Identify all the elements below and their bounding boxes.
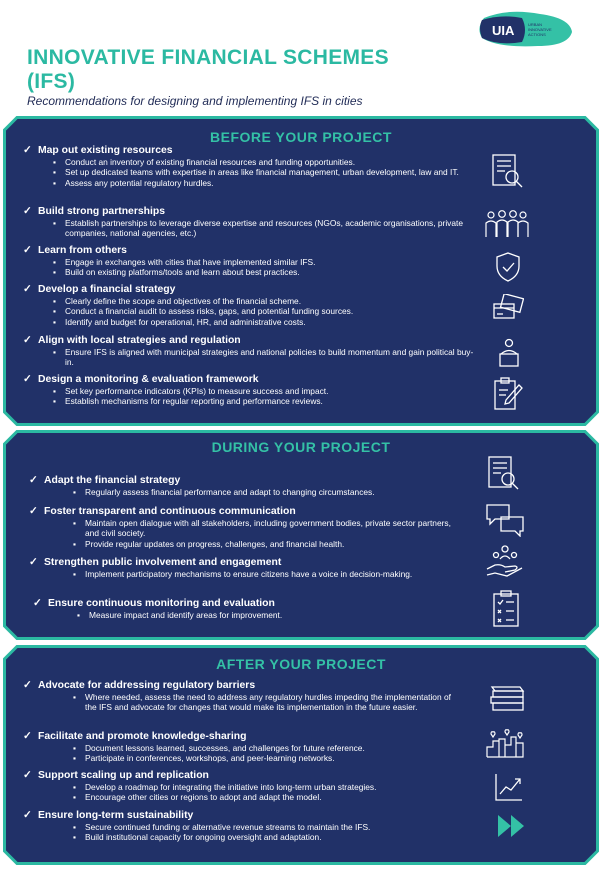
list-item (29, 556, 499, 579)
bullet: ▪ Implement participatory mechanisms to ensure citizens have a voice in decision-making. (73, 569, 413, 579)
logo-tagline-1: URBAN (528, 22, 543, 27)
speaker-podium-icon (497, 338, 521, 368)
list-item (23, 373, 493, 407)
bullet: ▪ Maintain open dialogue with all stakeholders, including government bodies, private sector partners, and civil society. (73, 518, 451, 539)
cards-icon (492, 294, 524, 322)
item-heading: ✓ Support scaling up and replication (23, 770, 209, 781)
section-title: BEFORE YOUR PROJECT (210, 129, 392, 145)
uia-logo (478, 10, 574, 48)
document-search-icon (491, 154, 525, 190)
item-heading: ✓ Foster transparent and continuous communication (29, 506, 296, 517)
item-heading: ✓ Learn from others (23, 245, 127, 256)
shield-icon (494, 251, 522, 283)
bullet: ▪ Participate in conferences, workshops, and peer-learning networks. (73, 753, 335, 764)
bullet: ▪ Ensure IFS is aligned with municipal strategies and national policies to build momentum and gain political buy-in. (53, 347, 474, 368)
bullet: ▪ Clearly define the scope and objectives of the financial scheme. (53, 296, 302, 306)
list-item (23, 679, 493, 713)
page-title: INNOVATIVE FINANCIAL SCHEMES (IFS) (27, 46, 389, 93)
list-item (33, 597, 503, 620)
bullet: ▪ Set up dedicated teams with expertise in areas like financial management, urban development, law and IT. (53, 167, 459, 178)
bullet: ▪ Secure continued funding or alternative revenue streams to maintain the IFS. (73, 822, 371, 832)
clipboard-pen-icon (493, 377, 523, 411)
list-item (23, 334, 493, 368)
logo-tagline-3: ACTIONS (528, 32, 546, 37)
bullet: ▪ Set key performance indicators (KPIs) to measure success and impact. (53, 386, 329, 396)
item-heading: ✓ Design a monitoring & evaluation framework (23, 374, 259, 385)
item-heading: ✓ Map out existing resources (23, 145, 173, 156)
item-heading: ✓ Build strong partnerships (23, 206, 166, 217)
page-subtitle: Recommendations for designing and implementing IFS in cities (27, 94, 363, 108)
chat-bubbles-icon (485, 503, 525, 537)
bullet: ▪ Identify and budget for operational, HR, and administrative costs. (53, 316, 306, 327)
logo-text: UIA (492, 23, 515, 38)
bullet: ▪ Provide regular updates on progress, challenges, and financial health. (73, 538, 345, 549)
item-heading: ✓ Strengthen public involvement and engagement (29, 557, 282, 568)
bullet: ▪ Encourage other cities or regions to adopt and adapt the model. (73, 792, 322, 803)
item-heading: ✓ Facilitate and promote knowledge-sharing (23, 731, 247, 742)
bullet: ▪ Establish mechanisms for regular reporting and performance reviews. (53, 396, 323, 407)
bullet: ▪ Conduct an inventory of existing financial resources and funding opportunities. (53, 157, 356, 167)
item-heading: ✓ Ensure continuous monitoring and evaluation (33, 598, 275, 609)
bullet: ▪ Document lessons learned, successes, and challenges for future reference. (73, 743, 365, 753)
section-title: DURING YOUR PROJECT (211, 439, 391, 455)
section-after (3, 645, 599, 865)
list-item (29, 474, 499, 497)
bullet: ▪ Conduct a financial audit to assess risks, gaps, and potential funding sources. (53, 306, 354, 317)
header (0, 0, 601, 112)
list-item (23, 809, 493, 843)
document-search-icon (487, 456, 521, 492)
item-heading: ✓ Advocate for addressing regulatory barriers (23, 680, 256, 691)
list-item (23, 144, 493, 188)
bullet: ▪ Measure impact and identify areas for improvement. (77, 610, 283, 620)
hand-people-icon (485, 545, 525, 579)
list-item (23, 769, 493, 803)
bullet: ▪ Establish partnerships to leverage diverse expertise and resources (NGOs, academic organisations, private companies, national agencies, etc.) (53, 218, 464, 239)
list-item (23, 205, 493, 239)
item-heading: ✓ Align with local strategies and regulation (23, 335, 241, 346)
bullet: ▪ Develop a roadmap for integrating the initiative into long-term urban strategies. (73, 782, 377, 792)
item-heading: ✓ Develop a financial strategy (23, 284, 176, 295)
books-icon (488, 683, 526, 713)
section-before (3, 116, 599, 426)
list-item (23, 283, 493, 327)
logo-tagline-2: INNOVATIVE (528, 27, 552, 32)
bullet: ▪ Build institutional capacity for ongoing oversight and adaptation. (73, 832, 322, 843)
item-heading: ✓ Adapt the financial strategy (29, 475, 181, 486)
list-item (23, 244, 493, 278)
bullet: ▪ Where needed, assess the need to address any regulatory hurdles impeding the implementation of the IFS and advocate for changes that would make its implementation in the future easier. (73, 692, 451, 713)
bullet: ▪ Engage in exchanges with cities that have implemented similar IFS. (53, 257, 316, 267)
fast-forward-icon (496, 813, 526, 839)
bullet: ▪ Regularly assess financial performance and adapt to changing circumstances. (73, 487, 375, 497)
city-hearts-icon (485, 729, 527, 759)
section-title: AFTER YOUR PROJECT (216, 656, 386, 672)
item-heading: ✓ Ensure long-term sustainability (23, 810, 194, 821)
growth-chart-icon (494, 772, 524, 802)
bullet: ▪ Assess any potential regulatory hurdles. (53, 177, 214, 188)
bullet: ▪ Build on existing platforms/tools and learn about best practices. (53, 267, 300, 278)
section-during (3, 430, 599, 640)
list-item (29, 505, 499, 549)
people-group-icon (484, 209, 530, 239)
checklist-icon (492, 590, 520, 628)
list-item (23, 730, 493, 764)
